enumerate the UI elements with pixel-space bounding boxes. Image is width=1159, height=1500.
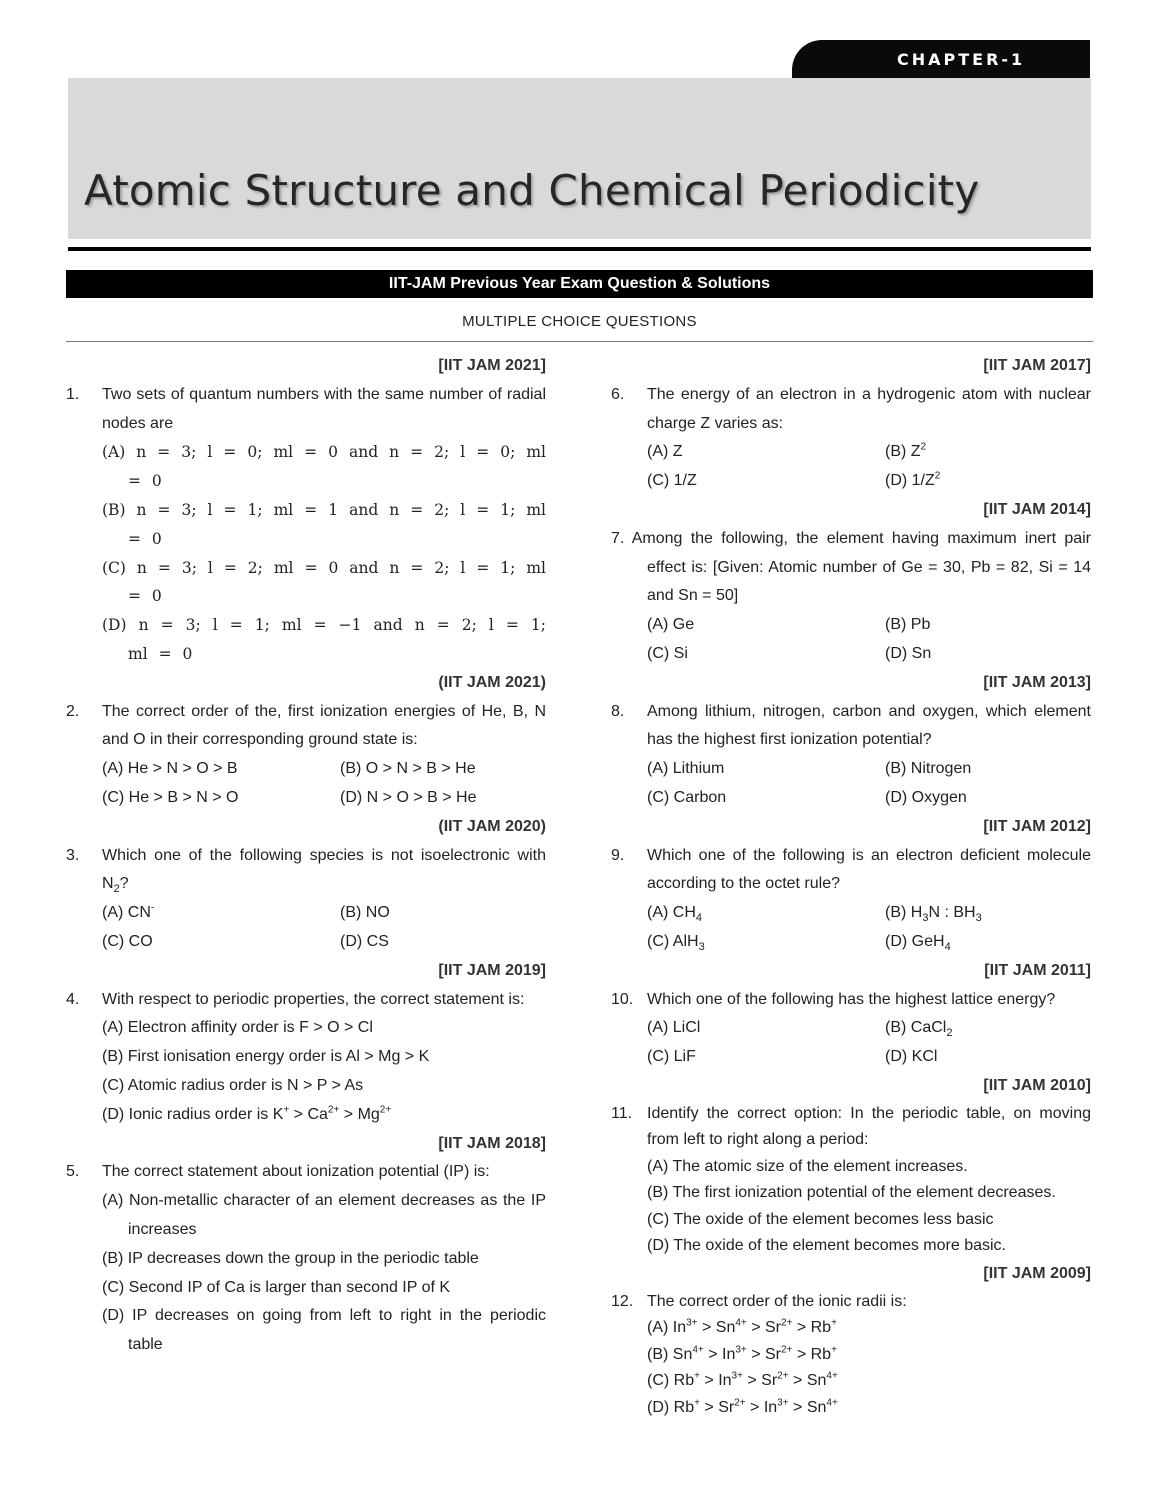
option-a: (A) CN- bbox=[102, 902, 155, 922]
option-c: (C) LiF bbox=[647, 1048, 696, 1066]
ion: $Sr^{2+}$ bbox=[761, 1370, 789, 1390]
exam-year: [IIT JAM 2010] bbox=[983, 1076, 1091, 1094]
option-b bbox=[611, 1342, 1091, 1369]
option-a: (A) n = 3; l = 0; ml = 0 and n = 2; l = 0; ml = 0 bbox=[102, 443, 546, 491]
greater-than-sign: > bbox=[788, 1372, 807, 1390]
question-text: Identify the correct option: In the periodic table, on moving from left to right along a period: bbox=[647, 1104, 1091, 1149]
question-1 bbox=[66, 381, 546, 439]
option-a: (A) The atomic size of the element increases. bbox=[647, 1157, 968, 1175]
greater-than-sign: > bbox=[699, 1398, 719, 1416]
option-c: (C) AlH$_3$ bbox=[647, 932, 705, 954]
option-d bbox=[611, 1395, 1091, 1422]
question-4 bbox=[66, 986, 546, 1015]
option-c: (C) Second IP of Ca is larger than second IP of K bbox=[102, 1278, 451, 1296]
section-divider bbox=[66, 341, 1093, 342]
option-d: (D) Oxygen bbox=[885, 788, 967, 806]
title-divider bbox=[68, 247, 1091, 251]
option-c bbox=[611, 1368, 1091, 1395]
ion: Rb+ bbox=[810, 1344, 837, 1363]
exam-year: [IIT JAM 2017] bbox=[983, 357, 1091, 374]
option-d: (D) n = 3; l = 1; ml = −1 and n = 2; l = 1; ml = 0 bbox=[102, 616, 546, 663]
exam-year: [IIT JAM 2013] bbox=[983, 673, 1091, 691]
option-b: (B) The first ionization potential of the element decreases. bbox=[647, 1184, 1056, 1202]
title-box bbox=[68, 78, 1091, 239]
question-number: 2. bbox=[66, 702, 80, 720]
greater-than-sign: > bbox=[792, 1319, 811, 1337]
question-text: Which one of the following is an electron deficient molecule according to the octet rule? bbox=[647, 846, 1091, 893]
ion: $Sn^{4+}$ bbox=[715, 1317, 747, 1337]
option-a: (A) Ge bbox=[647, 616, 695, 634]
option-a: (A) $CH_4$ bbox=[647, 904, 703, 925]
question-6 bbox=[611, 381, 1091, 439]
ion: $Sr^{2+}$ bbox=[718, 1397, 746, 1416]
option-d: (D) GeH$_4$ bbox=[885, 932, 951, 954]
option-b: (B) Pb bbox=[885, 616, 931, 634]
option-b: (B) $H_3N$ : $BH_3$ bbox=[885, 904, 982, 925]
chapter-label: CHAPTER-1 bbox=[792, 40, 1090, 78]
left-column bbox=[66, 352, 546, 1360]
question-number: 6. bbox=[611, 385, 625, 403]
exam-year: [IIT JAM 2011] bbox=[984, 961, 1091, 979]
ion: $Sr^{2+}$ bbox=[764, 1317, 793, 1337]
option-b: (B) O > N > B > He bbox=[340, 760, 476, 778]
question-text: Two sets of quantum numbers with the same number of radial nodes are bbox=[102, 385, 546, 432]
question-5 bbox=[66, 1158, 546, 1187]
option-a: (A) Non-metallic character of an element decreases as the IP increases bbox=[102, 1192, 546, 1238]
question-text: Which one of the following has the highest lattice energy? bbox=[647, 990, 1056, 1008]
question-number: 4. bbox=[66, 990, 80, 1008]
options-grid bbox=[611, 438, 1091, 496]
question-number: 10. bbox=[611, 990, 634, 1008]
option-a: (A) LiCl bbox=[647, 1019, 701, 1037]
exam-year: [IIT JAM 2019] bbox=[438, 961, 546, 979]
option-b: (B) $Z^2$ bbox=[885, 442, 927, 461]
exam-year: [IIT JAM 2021] bbox=[438, 357, 546, 374]
option-label: (C) bbox=[647, 1372, 674, 1390]
option-d: (D) The oxide of the element becomes more basic. bbox=[647, 1237, 1006, 1255]
option-c: (C) He > B > N > O bbox=[102, 788, 239, 806]
ion: Rb+ bbox=[673, 1370, 700, 1390]
option-b: (B) IP decreases down the group in the periodic table bbox=[102, 1249, 479, 1267]
option-d: (D) CS bbox=[340, 932, 389, 950]
option-label: (D) bbox=[647, 1398, 674, 1416]
question-3 bbox=[66, 842, 546, 900]
ion: $In^{3+}$ bbox=[672, 1317, 698, 1337]
ion: $Sn^{4+}$ bbox=[806, 1370, 838, 1390]
question-text: Which one of the following species is not isoelectronic with $N_2$? bbox=[102, 846, 546, 896]
ion: Rb+ bbox=[673, 1397, 700, 1416]
option-c: (C) n = 3; l = 2; ml = 0 and n = 2; l = 1; ml = 0 bbox=[102, 558, 546, 606]
options-list bbox=[611, 1315, 1091, 1421]
question-8 bbox=[611, 698, 1091, 756]
ion: $Sr^{2+}$ bbox=[764, 1344, 793, 1363]
exam-year: [IIT JAM 2009] bbox=[983, 1264, 1091, 1282]
greater-than-sign: > bbox=[792, 1345, 811, 1363]
question-number: 11. bbox=[611, 1104, 633, 1122]
option-c: (C) 1/Z bbox=[647, 472, 697, 490]
ion: $Sn^{4+}$ bbox=[806, 1397, 838, 1416]
option-a: (A) He > N > O > B bbox=[102, 760, 238, 778]
question-12 bbox=[611, 1289, 1091, 1316]
option-b: (B) NO bbox=[340, 904, 390, 922]
option-label: (A) bbox=[647, 1319, 673, 1337]
option-d: (D) Sn bbox=[885, 644, 932, 662]
greater-than-sign: > bbox=[742, 1372, 762, 1390]
options-grid bbox=[611, 1014, 1091, 1072]
greater-than-sign: > bbox=[746, 1319, 765, 1337]
section-heading: MULTIPLE CHOICE QUESTIONS bbox=[462, 313, 697, 330]
question-number: 5. bbox=[66, 1163, 80, 1181]
ion: $In^{3+}$ bbox=[718, 1370, 743, 1390]
greater-than-sign: > bbox=[745, 1398, 764, 1416]
question-number: 1. bbox=[66, 385, 80, 403]
right-column bbox=[611, 352, 1091, 1421]
question-text: The correct statement about ionization potential (IP) is: bbox=[102, 1163, 490, 1181]
options-grid bbox=[611, 611, 1091, 669]
option-d: (D) $1/Z^2$ bbox=[885, 470, 941, 490]
question-10 bbox=[611, 986, 1091, 1015]
question-11 bbox=[611, 1101, 1091, 1154]
greater-than-sign: > bbox=[697, 1319, 716, 1337]
option-c: (C) CO bbox=[102, 932, 153, 950]
question-text: The energy of an electron in a hydrogenic atom with nuclear charge Z varies as: bbox=[647, 385, 1091, 432]
question-number: 12. bbox=[611, 1292, 634, 1310]
option-b: (B) Nitrogen bbox=[885, 760, 972, 778]
options-grid bbox=[611, 899, 1091, 957]
option-b: (B) n = 3; l = 1; ml = 1 and n = 2; l = 1; ml = 0 bbox=[102, 500, 546, 548]
greater-than-sign: > bbox=[746, 1345, 765, 1363]
option-b: (B) First ionisation energy order is Al > Mg > K bbox=[102, 1048, 430, 1066]
option-a: (A) Lithium bbox=[647, 760, 725, 778]
question-7: 7. Among the following, the element having maximum inert pair effect is: [Given: Atomic number of Ge = 30, Pb = 82, Si = 14 and Sn = 50] bbox=[611, 529, 1091, 605]
option-a bbox=[611, 1315, 1091, 1342]
option-c: (C) Si bbox=[647, 644, 688, 662]
ion: $Sn^{4+}$ bbox=[672, 1344, 704, 1363]
section-banner: IIT-JAM Previous Year Exam Question & Solutions bbox=[66, 270, 1093, 298]
greater-than-sign: > bbox=[699, 1372, 719, 1390]
options-grid bbox=[66, 755, 546, 813]
chapter-title: Atomic Structure and Chemical Periodicity bbox=[84, 166, 980, 215]
exam-year: (IIT JAM 2021) bbox=[438, 673, 546, 691]
option-d: (D) N > O > B > He bbox=[340, 788, 477, 806]
exam-year: [IIT JAM 2018] bbox=[438, 1134, 546, 1152]
option-a: (A) Z bbox=[647, 443, 683, 461]
question-9 bbox=[611, 842, 1091, 900]
greater-than-sign: > bbox=[703, 1345, 722, 1363]
greater-than-sign: > bbox=[788, 1398, 807, 1416]
option-d: (D) KCl bbox=[885, 1048, 938, 1066]
question-number: 9. bbox=[611, 846, 625, 864]
ion: $In^{3+}$ bbox=[763, 1397, 789, 1416]
ion: $In^{3+}$ bbox=[722, 1344, 747, 1363]
option-d: (D) IP decreases on going from left to right in the periodic table bbox=[102, 1307, 546, 1354]
exam-year: [IIT JAM 2014] bbox=[983, 500, 1091, 518]
option-b: (B) CaCl$_2$ bbox=[885, 1019, 953, 1040]
option-label: (B) bbox=[647, 1345, 673, 1363]
options-grid bbox=[611, 755, 1091, 813]
ion: Rb+ bbox=[810, 1317, 837, 1337]
exam-year: [IIT JAM 2012] bbox=[983, 817, 1091, 835]
option-c: (C) The oxide of the element becomes less basic bbox=[647, 1210, 994, 1228]
question-text: Among lithium, nitrogen, carbon and oxygen, which element has the highest first ionization potential? bbox=[647, 702, 1091, 749]
question-number: 3. bbox=[66, 846, 80, 864]
exam-year: (IIT JAM 2020) bbox=[438, 817, 546, 835]
options-grid bbox=[66, 899, 546, 957]
question-text: With respect to periodic properties, the correct statement is: bbox=[102, 990, 525, 1008]
option-a: (A) Electron affinity order is F > O > Cl bbox=[102, 1019, 373, 1037]
option-d: (D) Ionic radius order is $K^+ > Ca^{2+} > Mg^{2+}$ bbox=[102, 1104, 392, 1123]
option-c: (C) Carbon bbox=[647, 788, 727, 806]
option-c: (C) Atomic radius order is N > P > As bbox=[102, 1076, 364, 1094]
question-number: 8. bbox=[611, 702, 625, 720]
question-text: The correct order of the ionic radii is: bbox=[647, 1292, 907, 1310]
question-2 bbox=[66, 698, 546, 756]
question-text: The correct order of the, first ionization energies of He, B, N and O in their corresponding ground state is: bbox=[102, 702, 546, 749]
